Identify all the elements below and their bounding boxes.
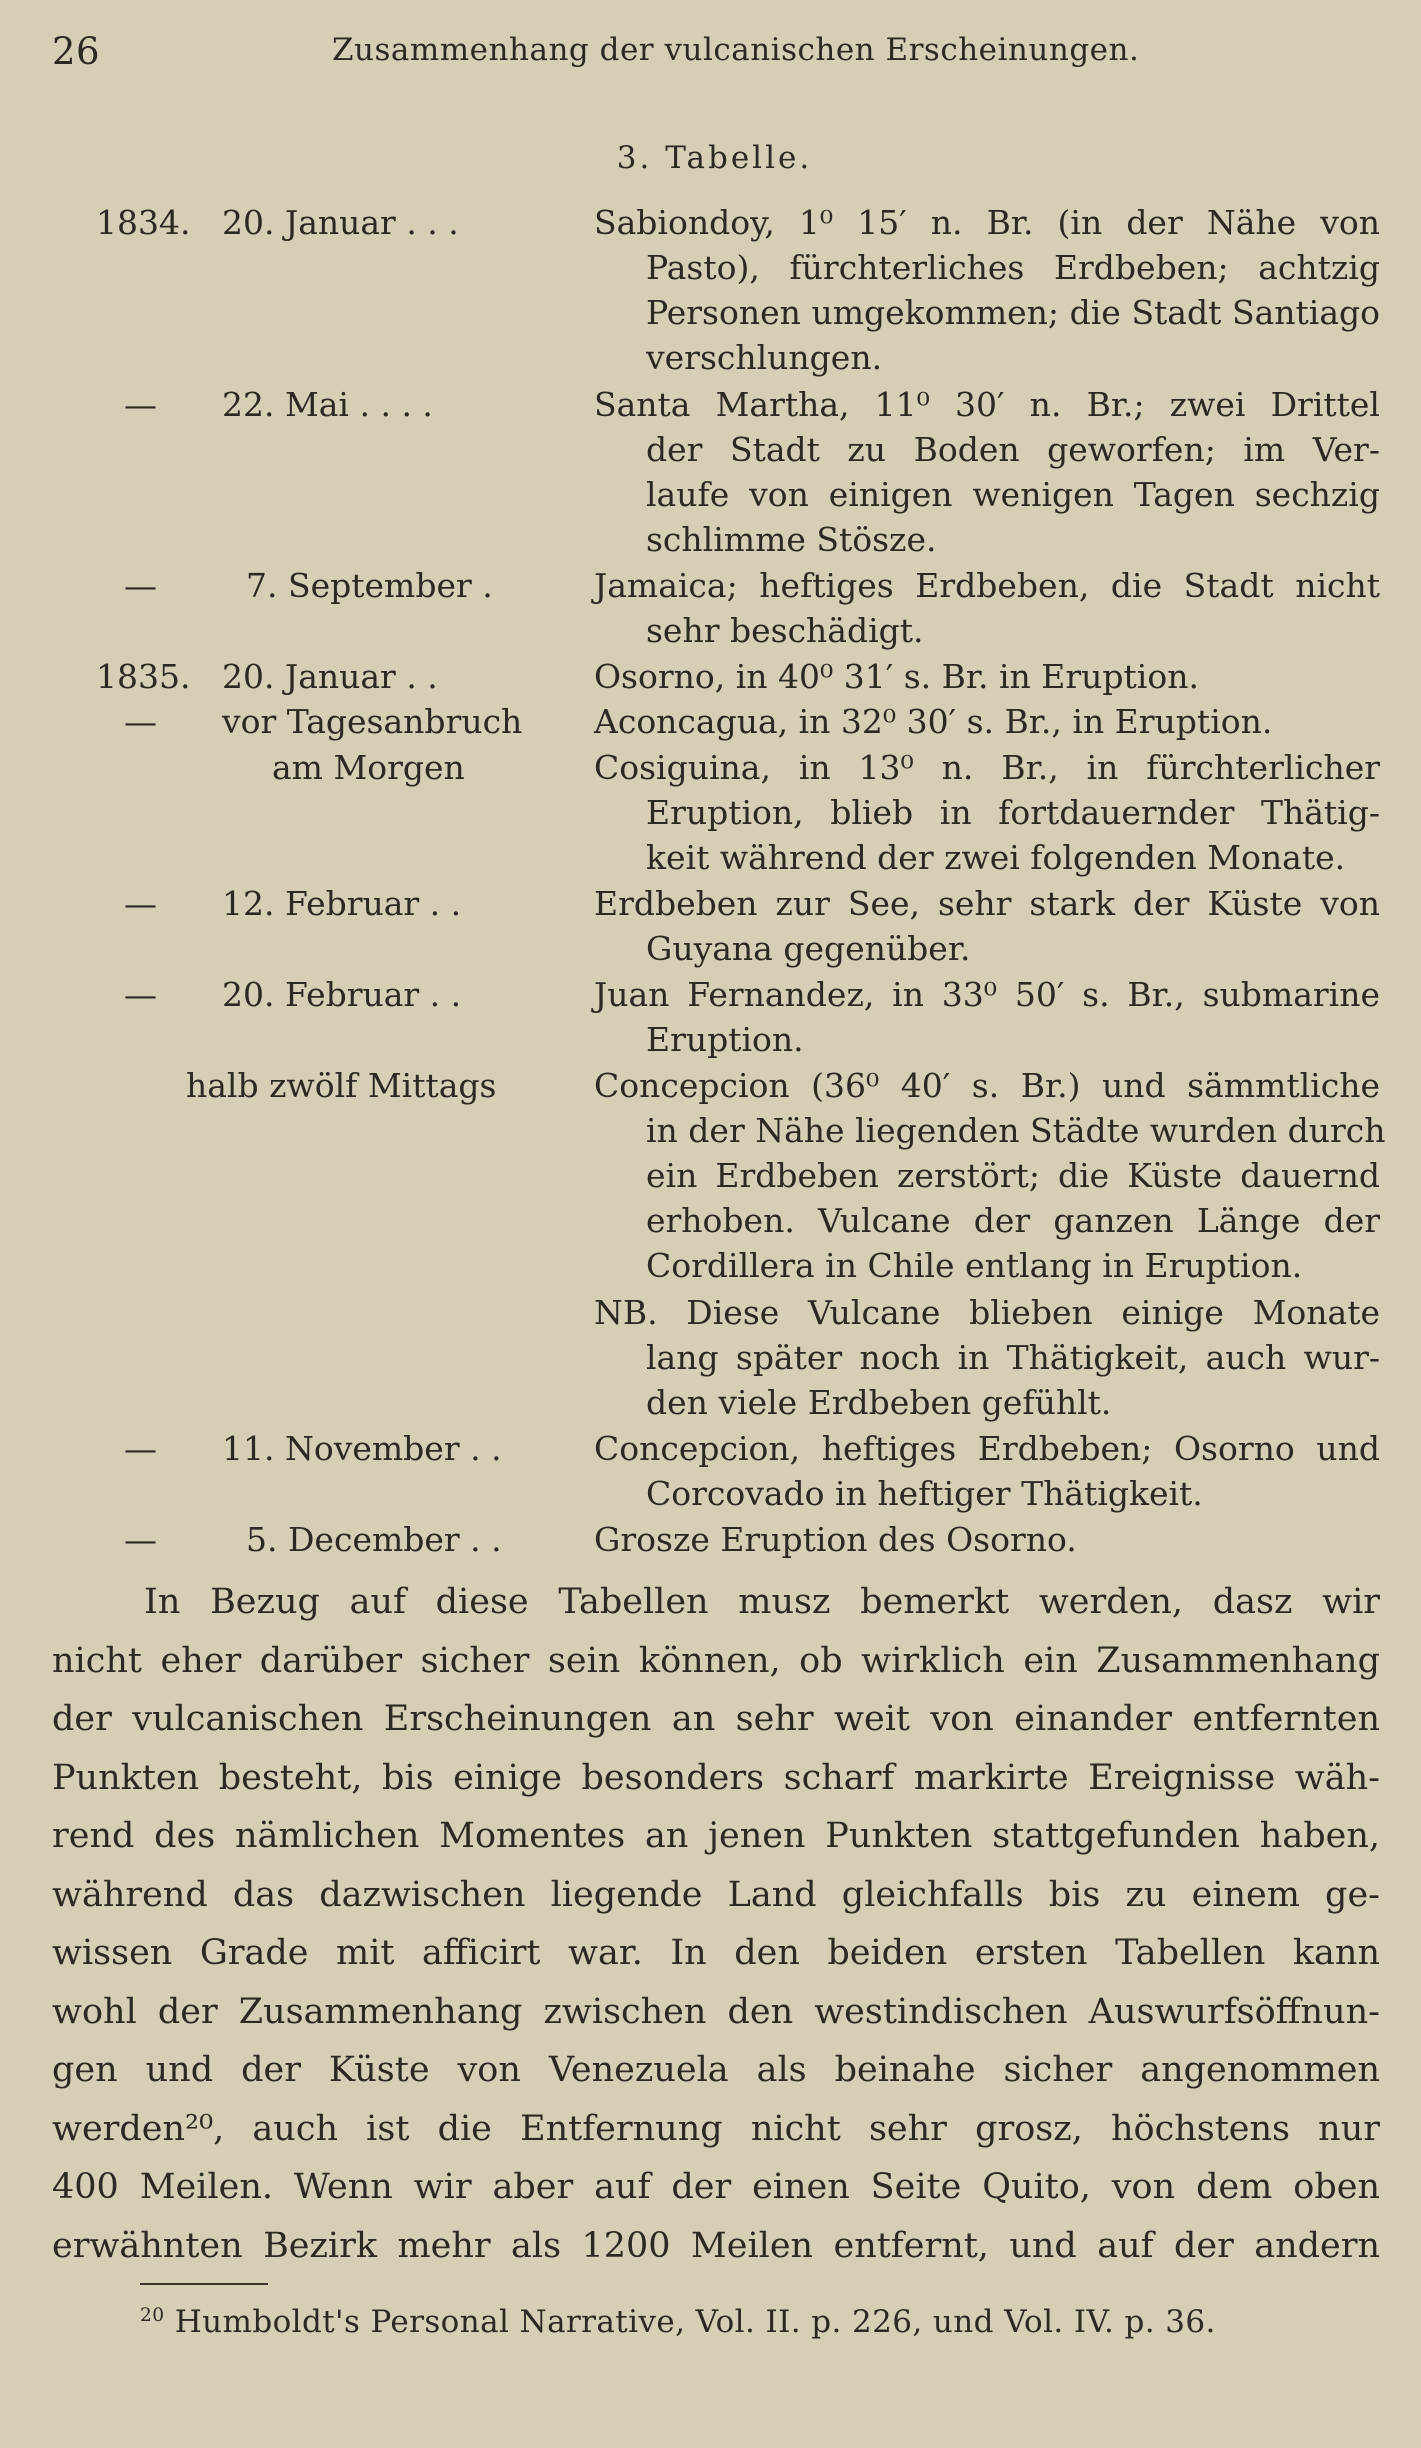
event-line: Aconcagua, in 32⁰ 30′ s. Br., in Eruption.	[594, 702, 1273, 742]
row-year: 1835.	[96, 657, 191, 696]
event-line: Cordillera in Chile entlang in Eruption.	[646, 1245, 1303, 1285]
ditto-dash: —	[124, 884, 157, 923]
event-line: Concepcion (36⁰ 40′ s. Br.) und sämmtliche	[594, 1065, 1380, 1105]
body-line: der vulcanischen Erscheinungen an sehr weit von einander entfernten	[52, 1699, 1380, 1739]
body-line: Punkten besteht, bis einige besonders scharf markirte Ereignisse wäh-	[52, 1757, 1380, 1798]
row-date	[96, 654, 556, 699]
event-line: in der Nähe liegenden Städte wurden durch	[646, 1110, 1386, 1150]
body-line: wissen Grade mit afficirt war. In den beiden ersten Tabellen kann	[52, 1933, 1380, 1973]
row-day: 11. November . .	[222, 1428, 502, 1468]
row-year: 1834.	[96, 203, 191, 242]
body-line: 400 Meilen. Wenn wir aber auf der einen Seite Quito, von dem oben	[52, 2167, 1380, 2207]
body-paragraph	[52, 1573, 1380, 2275]
event-line: sehr beschädigt.	[646, 611, 924, 651]
ditto-dash: —	[124, 702, 157, 742]
row-day: 7. September .	[246, 566, 493, 606]
row-date	[96, 1517, 556, 1562]
running-title: Zusammenhang der vulcanischen Erscheinungen.	[332, 32, 1140, 68]
body-line: In Bezug auf diese Tabellen musz bemerkt werden, dasz wir	[144, 1582, 1380, 1622]
event-line: ein Erdbeben zerstört; die Küste dauernd	[646, 1155, 1380, 1195]
row-event	[594, 699, 1380, 744]
row-date	[96, 699, 556, 744]
event-line: Eruption, blieb in fortdauernder Thätig-	[646, 792, 1380, 832]
row-event	[594, 881, 1380, 971]
event-line: keit während der zwei folgenden Monate.	[646, 837, 1346, 877]
event-line: Grosze Eruption des Osorno.	[594, 1519, 1077, 1559]
row-day: 20. Februar . .	[222, 974, 462, 1014]
row-event	[594, 563, 1380, 653]
row-date	[96, 200, 556, 245]
event-line: Cosiguina, in 13⁰ n. Br., in fürchterlicher	[594, 747, 1380, 787]
footnote-rule	[140, 2283, 268, 2285]
body-line: wohl der Zusammenhang zwischen den westindischen Auswurfsöffnun-	[52, 1991, 1380, 2032]
ditto-dash: —	[124, 974, 157, 1014]
row-date	[96, 1063, 556, 1108]
row-event	[594, 654, 1380, 699]
row-event	[594, 200, 1380, 380]
event-line: erhoben. Vulcane der ganzen Länge der	[646, 1200, 1380, 1240]
row-date	[96, 881, 556, 926]
event-line: Santa Martha, 11⁰ 30′ n. Br.; zwei Drittel	[594, 384, 1380, 424]
body-line: rend des nämlichen Momentes an jenen Punkten stattgefunden haben,	[52, 1816, 1380, 1856]
row-date	[96, 563, 556, 608]
event-line: Personen umgekommen; die Stadt Santiago	[646, 293, 1380, 332]
ditto-dash: —	[124, 566, 157, 606]
row-day: vor Tagesanbruch	[222, 702, 523, 742]
row-event	[594, 1517, 1380, 1562]
event-line: lang später noch in Thätigkeit, auch wur-	[646, 1337, 1380, 1377]
ditto-dash: —	[124, 384, 157, 424]
row-day: 20. Januar . .	[222, 657, 438, 696]
event-line: Sabiondoy, 1⁰ 15′ n. Br. (in der Nähe von	[594, 203, 1380, 242]
row-date	[96, 1426, 556, 1471]
footnote	[140, 2304, 1216, 2340]
row-event	[594, 1290, 1380, 1425]
row-date	[96, 1290, 556, 1335]
event-line: den viele Erdbeben gefühlt.	[646, 1382, 1112, 1422]
event-line: Concepcion, heftiges Erdbeben; Osorno und	[594, 1428, 1380, 1468]
row-day: 22. Mai . . . .	[222, 384, 433, 424]
row-event	[594, 745, 1380, 880]
row-event	[594, 972, 1380, 1062]
footnote-text: Humboldt's Personal Narrative, Vol. II. p. 226, und Vol. IV. p. 36.	[174, 2304, 1216, 2340]
event-line: laufe von einigen wenigen Tagen sechzig	[646, 474, 1380, 514]
event-line: Eruption.	[646, 1019, 804, 1059]
row-day: am Morgen	[272, 747, 465, 787]
row-date	[96, 972, 556, 1017]
event-line: Erdbeben zur See, sehr stark der Küste von	[594, 884, 1380, 923]
event-line: NB. Diese Vulcane blieben einige Monate	[594, 1292, 1380, 1332]
event-line: Pasto), fürchterliches Erdbeben; achtzig	[646, 248, 1380, 287]
event-line: Guyana gegenüber.	[646, 929, 971, 968]
row-day: 5. December . .	[246, 1519, 502, 1559]
body-line: nicht eher darüber sicher sein können, ob wirklich ein Zusammenhang	[52, 1640, 1380, 1681]
body-line: erwähnten Bezirk mehr als 1200 Meilen entfernt, und auf der andern	[52, 2225, 1380, 2266]
row-day: 12. Februar . .	[222, 884, 462, 923]
body-line: werden²⁰, auch ist die Entfernung nicht sehr grosz, höchstens nur	[52, 2108, 1380, 2149]
ditto-dash: —	[124, 1519, 157, 1559]
event-line: der Stadt zu Boden geworfen; im Ver-	[646, 429, 1380, 469]
row-event	[594, 1063, 1386, 1288]
row-day: 20. Januar . . .	[222, 203, 459, 242]
event-line: Juan Fernandez, in 33⁰ 50′ s. Br., submarine	[594, 974, 1380, 1014]
ditto-dash: —	[124, 1428, 157, 1468]
event-line: Jamaica; heftiges Erdbeben, die Stadt nicht	[594, 566, 1380, 606]
row-event	[594, 1426, 1380, 1516]
event-line: schlimme Stösze.	[646, 519, 937, 559]
event-line: verschlungen.	[646, 338, 883, 377]
row-day: halb zwölf Mittags	[186, 1065, 497, 1105]
table-title: 3. Tabelle.	[616, 140, 813, 176]
row-date	[96, 745, 556, 790]
footnote-marker: 20	[140, 2304, 165, 2326]
row-date	[96, 382, 556, 427]
event-line: Corcovado in heftiger Thätigkeit.	[646, 1473, 1203, 1513]
event-line: Osorno, in 40⁰ 31′ s. Br. in Eruption.	[594, 657, 1199, 696]
row-event	[594, 382, 1380, 562]
body-line: während das dazwischen liegende Land gleichfalls bis zu einem ge-	[52, 1874, 1380, 1915]
page-header	[52, 30, 1369, 76]
body-line: gen und der Küste von Venezuela als beinahe sicher angenommen	[52, 2050, 1380, 2090]
page-number: 26	[52, 30, 101, 73]
